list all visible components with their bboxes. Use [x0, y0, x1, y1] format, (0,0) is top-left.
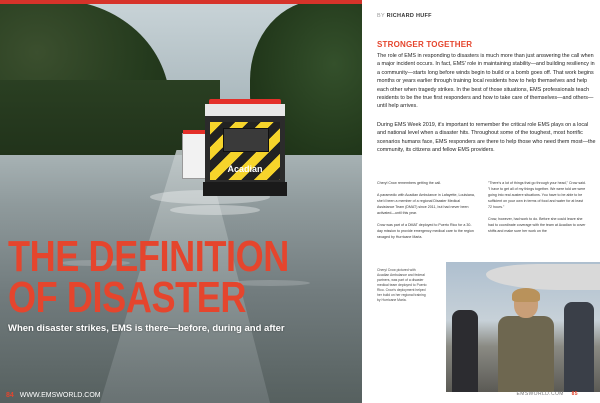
byline — [377, 13, 432, 19]
body-paragraph: A paramedic with Acadian Ambulance in Lafayette, Louisiana, she'd been a member of a regional Disaster Medical Assistance Team (DMAT) since 2011, but had never been activated—until this year. — [377, 193, 475, 215]
top-accent-rule — [0, 0, 362, 4]
ambulance-bumper — [203, 182, 287, 196]
body-column-left — [377, 180, 475, 246]
vehicle-brand: Acadian — [227, 164, 263, 174]
ambulance-roof — [205, 104, 285, 116]
body-paragraph: "There's a lot of things that go through your head," Crow said. "I have to get all of my things together. We were told we were going into real austere situations. You have to be able to be sufficient on your own in terms of food and water for at least 72 hours." — [488, 181, 586, 209]
issue-label: WWW.EMSWORLD.COM — [19, 392, 101, 399]
article-headline — [8, 232, 295, 322]
body-column-right — [488, 180, 586, 240]
section-heading: STRONGER TOGETHER — [377, 40, 473, 49]
body-paragraph: Cheryl Crow remembers getting the call. — [377, 181, 442, 185]
byline-prefix: BY — [377, 13, 385, 19]
page-number: 84 — [6, 392, 14, 399]
left-page-footer — [6, 392, 101, 399]
person-silhouette — [564, 302, 594, 392]
ambulance-window — [223, 128, 269, 152]
body-paragraph: Crow, however, had work to do. Before she could leave she had to coordinate coverage with the team at Acadian to cover shifts and make sure her work on the — [488, 217, 586, 233]
right-page — [362, 0, 600, 403]
right-page-footer — [517, 391, 578, 397]
headline-line-1: THE DEFINITION — [8, 232, 289, 281]
ambulance-front — [205, 104, 285, 196]
author-name: RICHARD HUFF — [386, 13, 432, 19]
paramedic-figure — [494, 288, 558, 392]
site-label: EMSWORLD.COM — [516, 391, 564, 397]
intro-paragraph: The role of EMS in responding to disasters is much more than just answering the call when a major incident occurs. In fact, EMS' role in maintaining stability—and building resiliency in a community—starts long before winds begin to build or a bomb goes off. That work begins months or years earlier through training local residents how to help themselves and help each other when tragedy strikes. In the best of those situations, EMS professionals teach residents to be the true first responders and how to take care of themselves—and others—until help arrives. — [377, 53, 595, 110]
headline-line-2: OF DISASTER — [8, 273, 247, 322]
uniform — [498, 316, 554, 392]
page-number: 85 — [571, 391, 578, 397]
responder-photo — [446, 262, 600, 392]
person-silhouette — [452, 310, 478, 392]
photo-caption: Cheryl Crow pictured with Acadian Ambulance and federal partners, was part of a disaster medical team deployed to Puerto Rico. Crow's deployment helped her build on her regional training by Hurricane Maria. — [377, 268, 427, 302]
hair — [512, 288, 540, 302]
article-subheadline: When disaster strikes, EMS is there—before, during and after — [8, 323, 285, 334]
body-paragraph: Crow was part of a DMAT deployed to Puerto Rico for a 30-day mission to provide emergency medical care to the region ravaged by Hurricane Maria. — [377, 223, 474, 239]
aircraft — [486, 264, 600, 290]
water-splash — [170, 205, 260, 215]
second-paragraph: During EMS Week 2019, it's important to remember the critical role EMS plays on a local and national level when a disaster hits. Throughout some of the toughest, most horrific scenarios humans face, EMS responders are there to help those who need them most—the community, its citizens and fellow EMS providers. — [377, 122, 596, 154]
